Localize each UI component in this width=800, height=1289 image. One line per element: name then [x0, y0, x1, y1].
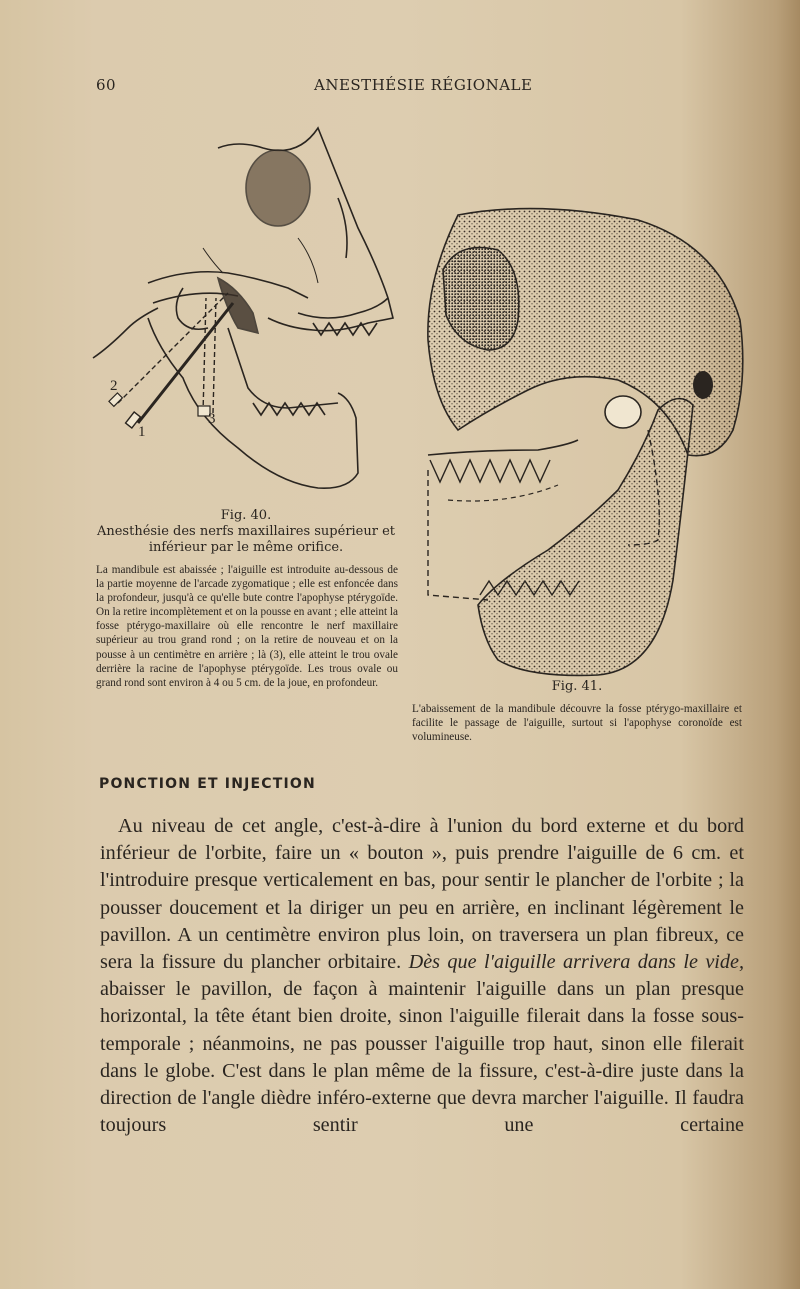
body-paragraph	[100, 813, 744, 1139]
needle-label-2: 2	[110, 378, 118, 394]
needle-label-3: 3	[208, 411, 216, 427]
figure-40-caption	[96, 508, 396, 556]
section-heading: PONCTION ET INJECTION	[99, 776, 316, 792]
figure-41-description: L'abaissement de la mandibule découvre la fosse ptérygo-maxillaire et facilite le passage de l'aiguille, surtout si l'apophyse coronoïde est volumineuse.	[412, 703, 742, 743]
figure-40-description: La mandibule est abaissée ; l'aiguille est introduite au-dessous de la partie moyenne de l'arcade zygomatique ; elle est enfoncée dans la profondeur, jusqu'à ce qu'elle bute contre l'apophyse ptérygoïde. On la retire incomplètement et on la pousse en avant ; elle atteint la fosse ptérygo-maxillaire où elle rencontre le nerf maxillaire supérieur au trou grand rond ; on la retire de nouveau et on la pousse à un centimètre en arrière ; là (3), elle atteint le trou ovale derrière la racine de l'apophyse ptérygoïde. Les trous ovale ou grand rond sont environ à 4 ou 5 cm. de la joue, en profondeur.	[96, 564, 398, 689]
figure-40-label: Fig. 40.	[220, 508, 272, 523]
running-title: ANESTHÉSIE RÉGIONALE	[314, 76, 533, 94]
figure-41-label: Fig. 41.	[551, 679, 603, 694]
needle-label-1: 1	[138, 424, 146, 440]
figure-40-illustration	[88, 118, 408, 498]
figure-40-title: Anesthésie des nerfs maxillaires supérieur et inférieur par le même orifice.	[96, 524, 396, 555]
paragraph-intro: Au niveau de cet angle, c'est-à-dire à l'union du bord externe et du bord inférieur de l'orbite, faire un « bouton », puis prendre l'aiguille de 6 cm. et l'introduire presque verticalement en bas, pour sentir le plancher de l'orbite ; la pousser doucement et la diriger un peu en arrière, en inclinant légèrement le pavillon. A un centimètre environ plus loin, on traversera un plan fibreux, ce sera la fissure du plancher orbitaire.	[100, 815, 744, 974]
figure-41-illustration	[418, 200, 753, 680]
page-header	[96, 74, 736, 96]
paragraph-rest: abaisser le pavillon, de façon à maintenir l'aiguille dans un plan presque horizontal, la tête étant bien droite, sinon l'aiguille filerait dans la fosse sous-temporale ; néanmoins, ne pas pousser l'aiguille trop haut, sinon elle filerait dans le globe. C'est dans le plan même de la fissure, c'est-à-dire juste dans la direction de l'angle dièdre inféro-externe que devra marcher l'aiguille. Il faudra toujours sentir une certaine	[100, 978, 744, 1137]
page-number: 60	[96, 76, 117, 94]
figure-41-caption	[412, 680, 742, 744]
paragraph-emphasis: Dès que l'aiguille arrivera dans le vide,	[408, 951, 745, 974]
